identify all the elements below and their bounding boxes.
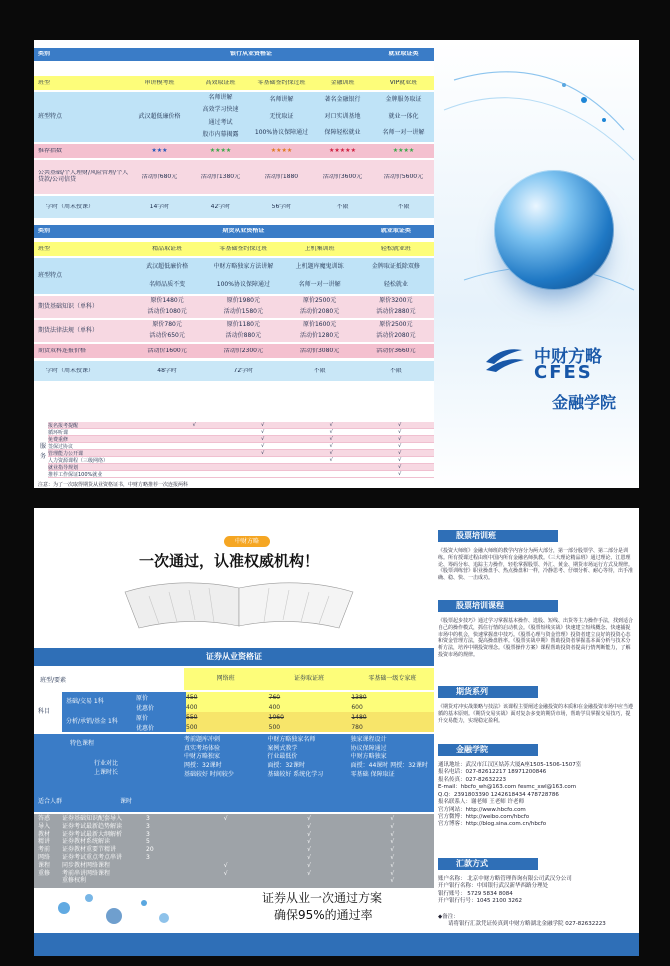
brand-tag: 中财方略 [224, 536, 270, 547]
service-row: 证券考试最新趋势解读 3 √ √ [62, 822, 395, 830]
service-row: 免费重修 √ √ √ [48, 436, 434, 443]
service-row: 同步教材网络课程 √ √ √ [62, 861, 395, 869]
brochure-front-panel: 类别 银行从业资格证 就业取证类 班型 串讲模考班 高效取证班 零基础签约保过班 金融训班 VIP就业班 班型特点 武汉超低廉价格 名师讲解 高效学习快速 通过考试 股市内幕揭露 名师讲解 无忧取证 100%协议保障通过 著名金融银行 对口实训基地 保障轻松就业 金牌服务取证 就业一体化 名师一对一讲解 推荐指数 ★★★ ★★★★ ★★★★ ★★★★★ ★★★★ 公共基础/个人理财/风险管理/个人贷款/公司信贷 活动价680元 活动价1380元 活动价1880 活动价3600元 活动价5600元 学时（周末授课） 14学时 42学时 56学时 不限 不限 类别 期货从业资格证 就业取证类 班型 精品取证班 零基础签约保过班 上机集训班 轻松就业班 班型特点 武汉超低廉价格 名师品质不变 中财方略独家方法讲解 100%协议保障通过 上机题库魔鬼训练 名师一对一讲解 金牌取证抵除双修 轻松就业 期货基础知识（单科） 原价1480元 活动价1080元 原价1980元 活动价1580元 原价2500元 活动价2080元 原价3200元 活动价2880元 期货法律法规（单科） 原价780元 活动价650元 原价1180元 活动价880元 原价1600元 活动价1280元 原价2500元 活动价2080元 期货双科连报价格 活动价1600元 活动价2300元 活动价3080元 活动价3660元 学时（周末授课） 48学时 72学时 不限 不限 服务 报名报考提醒 √ √ √ √ 循环听课 √ √ √ 免费重修 √ √ √ 签保过协议 √ √ √ 管理能力公开课 √ √ √ 人力资源课程（三级网络） √ √ 就业指导规划 √ 推荐工作保证100%就业 √ 注意：为了一次取得期货从业资格证书，中财方略推荐一次连报两科 中财方略 CFES 金融学院 [34, 40, 639, 488]
bottom-band [34, 933, 639, 956]
subject-row-1: 基础/交易 1科 原价 优惠价 450 400 760 400 1380 600 [62, 692, 434, 712]
subject-row-2: 分析/承销/基金 1科 原价 优惠价 550 500 1060 500 1480 780 [62, 712, 434, 732]
slogan-line-1: 证券从业一次通过方案 [262, 891, 383, 905]
futures-class-type-row: 班型 精品取证班 零基础签约保过班 上机集训班 轻松就业班 [34, 242, 434, 256]
service-row: 循环听课 √ √ √ [48, 429, 434, 436]
securities-header-row: 班型/要素 网络班 证券取证班 零基础一级专家班 [34, 668, 434, 690]
open-book-image [119, 578, 359, 634]
service-row: 证券教材系统解读 5 √ √ [62, 838, 395, 846]
contact-info: 通讯地址：武汉市江汉区姑苏大厦A座1505-1506-1507室 报名电话：027-82612217 18971200846 报名传真：027-82632223 E-mail：hbcfo_wh@163.com fesmc_xwl@163.com Q.Q：2391803390 1242618434 478728786 报名联系人：谢老师 王老师 许老师 官方网站：http://www.hbcfo.com 官方微博：http://weibo.com/hbcfo 官方博客：http://blog.sina.com.cn/hbcfo [438, 762, 638, 829]
service-row: 报名报考提醒 √ √ √ √ [48, 422, 434, 429]
service-row: 证券教材重要节精讲 20 √ √ [62, 846, 395, 854]
section-bar-academy: 金融学院 [438, 744, 538, 756]
blog-link[interactable]: 官方博客：http://blog.sina.com.cn/hbcfo [438, 821, 547, 828]
securities-section [34, 508, 434, 956]
brochure-back-panel [34, 508, 639, 956]
cfes-logo: 中财方略 CFES 金融学院 [482, 340, 632, 420]
email-link[interactable]: E-mail：hbcfo_wh@163.com fesmc_xwl@163.com [438, 784, 577, 791]
digital-dots-decoration [44, 878, 194, 938]
headline: 一次通过，认准权威机构！ [139, 552, 320, 570]
securities-features: 特色课程 行业对比 上课时长 课时 适合人群 考前题库冲刺 真实考场体验 中财方略独家 网授：32课时 基础较好 时间较少 中财方略独家名师 案例式教学 行业最低价 面授：32课时 基础较好 系统化学习 独家课程设计 协议保障通过 中财方略独家 面授：44课时 网授：32课时 零基础 保障取证 [34, 734, 434, 812]
section-bar-remittance: 汇款方式 [438, 858, 538, 870]
weibo-link[interactable]: 官方微博：http://weibo.com/hbcfo [438, 813, 530, 820]
stock-class-text: 《投资大师班》金融大师班的教学内容分为两大部分，第一部分股票学、第二部分是训练。所有授课过程由班中国内所有金融名师执教。《三大理论精品班》通过理论、江恩理论、筹码分布、追踪主力操作，轻松掌握股票、外汇、黄金、期货市场运行方式及规律。《股票训练营》职业操盘手、热点操盘和一样，冷静思考、仔细分析、耐心等待，出手准确、稳、快、一击成功。 [438, 548, 634, 581]
futures-basic-row: 期货基础知识（单科） 原价1480元 活动价1080元 原价1980元 活动价1580元 原价2500元 活动价2080元 原价3200元 活动价2880元 [34, 296, 434, 318]
service-row: 签保过协议 √ √ √ [48, 443, 434, 450]
section-bar-stock-course: 股票培训课程 [438, 600, 558, 612]
stock-course-text: 《股票起步技巧》通过学习掌握基本操作、选股、短线、出货等主力操作手法，找到适合自己的操作模式，抓住行情的启动机会。《股票短线实战》快速建立短线概念、快速捕捉市场中的机会，快速掌握盘中技巧。《股票心理与资金管理》投资者建立良好的投资心态和资金管理方法，提高操盘胜率。《股票实战中期》帮助投资者掌握基本面分析与技术分析方法，培养中期投资理念。《股票操作方案》课程帮助投资者提高行情判断能力，了解投资市场的规律。 [438, 618, 634, 658]
bank-class-type-row: 班型 串讲模考班 高效取证班 零基础签约保过班 金融训班 VIP就业班 [34, 76, 434, 90]
service-row: 就业指导规划 √ [48, 464, 434, 471]
securities-services: 答惑 导入 教材 精讲 考前 网络 课程 重修 证券基础知识配套导入 3 √ √ √ 证券考试最新趋势解读 3 √ √ 证券考试最新大纲解析 3 √ √ 证券教材系统解读 5 √ √ 证券教材重要节精讲 20 √ √ 证券考试重点考点串讲 3 √ √ 同步教材网络课程 √ √ √ 考前串讲网络课程 √ √ √ 重修权利 √ [34, 814, 434, 888]
service-row: 证券考试重点考点串讲 3 √ √ [62, 853, 395, 861]
remark: ◆备注： 请将银行汇款凭证传真到中财方略湖北金融学院 027-82632223 [438, 914, 606, 928]
futures-text: 《期货对冲实战策略与技法》该课程主要阐述金融投资的本质和在金融投资市场中应当遵循的基本原则。《期货交易实战》面对复杂多变的期货市场，帮助学员掌握交易技巧，提升交易能力，实现稳定盈利。 [438, 704, 634, 724]
service-row: 考前串讲网络课程 √ √ √ [62, 869, 395, 877]
futures-table-header: 类别 期货从业资格证 就业取证类 [34, 225, 434, 238]
service-row: 管理能力公开课 √ √ √ [48, 450, 434, 457]
info-column [434, 508, 639, 956]
securities-title: 证券从业资格证 [34, 648, 434, 666]
service-row: 证券考试最新大纲解析 3 √ √ [62, 830, 395, 838]
bank-rating-row: 推荐指数 ★★★ ★★★★ ★★★★ ★★★★★ ★★★★ [34, 144, 434, 158]
bank-features-row: 班型特点 武汉超低廉价格 名师讲解 高效学习快速 通过考试 股市内幕揭露 名师讲解 无忧取证 100%协议保障通过 著名金融银行 对口实训基地 保障轻松就业 金牌服务取证 就业一体化 名师一对一讲解 [34, 92, 434, 142]
futures-features-row: 班型特点 武汉超低廉价格 名师品质不变 中财方略独家方法讲解 100%协议保障通过 上机题库魔鬼训练 名师一对一讲解 金牌取证抵除双修 轻松就业 [34, 258, 434, 294]
bank-hours-row: 学时（周末授课） 14学时 42学时 56学时 不限 不限 [34, 196, 434, 218]
service-row: 重修权利 √ [62, 877, 395, 885]
futures-note: 注意：为了一次取得期货从业资格证书，中财方略推荐一次连报两科 [38, 482, 189, 488]
service-row: 推荐工作保证100%就业 √ [48, 471, 434, 478]
futures-law-row: 期货法律法规（单科） 原价780元 活动价650元 原价1180元 活动价880元 原价1600元 活动价1280元 原价2500元 活动价2080元 [34, 320, 434, 342]
website-link[interactable]: 官方网站：http://www.hbcfo.com [438, 806, 526, 813]
bank-price-row: 公共基础/个人理财/风险管理/个人贷款/公司信贷 活动价680元 活动价1380元 活动价1880 活动价3600元 活动价5600元 [34, 160, 434, 194]
bank-info: 账户名称： 北京中财方略管理咨询有限公司武汉分公司 开户银行名称：中国银行武汉新华西路分理处 银行账号： 5729 5834 8084 开户银行行号：1045 2100 3262 [438, 876, 572, 905]
section-bar-stock-class: 股票培训班 [438, 530, 558, 542]
service-row: 证券基础知识配套导入 3 √ √ √ [62, 815, 395, 822]
securities-subjects: 科目 基础/交易 1科 原价 优惠价 450 400 760 400 1380 600 分析/承销/基金 1科 原价 优惠价 550 500 1060 500 1480 780 [34, 692, 434, 732]
section-bar-futures: 期货系列 [438, 686, 538, 698]
bank-table-header: 类别 银行从业资格证 就业取证类 [34, 48, 434, 61]
globe-image [494, 170, 614, 290]
futures-hours-row: 学时（周末授课） 48学时 72学时 不限 不限 [34, 361, 434, 381]
futures-combo-row: 期货双科连报价格 活动价1600元 活动价2300元 活动价3080元 活动价3660元 [34, 344, 434, 358]
cover-panel [434, 40, 639, 488]
cfes-logo-mark [482, 344, 526, 376]
service-row: 人力资源课程（三级网络） √ √ [48, 457, 434, 464]
slogan-line-2: 确保95%的通过率 [274, 908, 373, 922]
